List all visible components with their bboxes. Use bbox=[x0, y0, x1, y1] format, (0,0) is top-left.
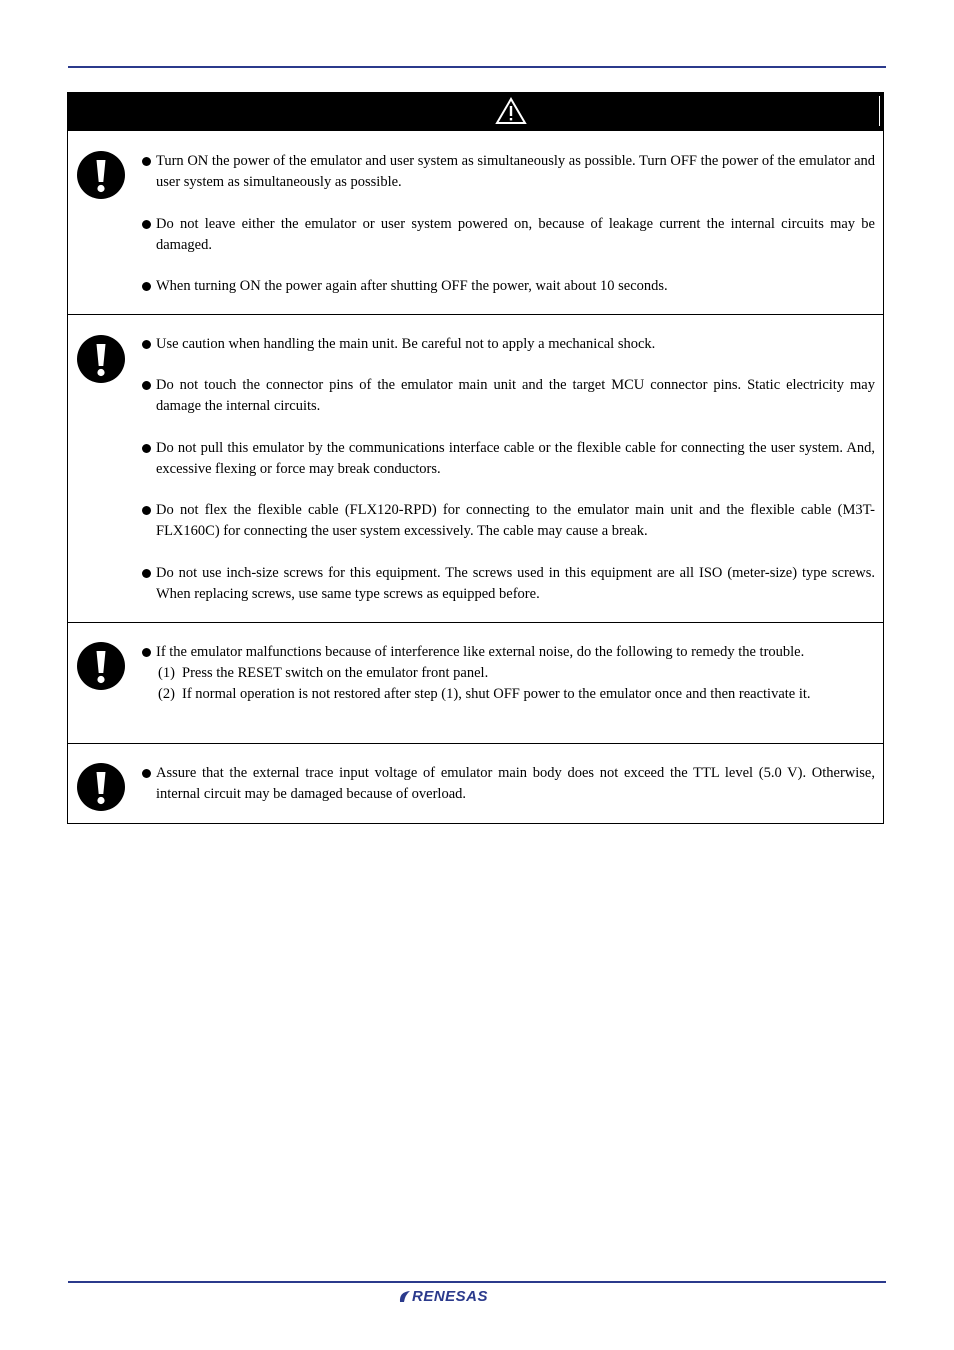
bullet-dot bbox=[142, 444, 151, 453]
bullet-dot bbox=[142, 381, 151, 390]
step-text: Press the RESET switch on the emulator front panel. bbox=[182, 665, 489, 681]
bullet-dot bbox=[142, 282, 151, 291]
exclamation-circle-icon bbox=[77, 335, 125, 383]
bullet-item bbox=[142, 214, 875, 256]
bullet-text: Do not use inch-size screws for this equipment. The screws used in this equipment are all ISO (meter-size) type screws. When replacing screws, use same type screws as equipped before. bbox=[156, 565, 875, 602]
bullet-dot bbox=[142, 340, 151, 349]
bullet-text: Do not leave either the emulator or user system powered on, because of leakage current the internal circuits may be damaged. bbox=[156, 216, 875, 253]
caution-section-power bbox=[68, 130, 883, 314]
bullet-item bbox=[142, 500, 875, 542]
bullet-text: Turn ON the power of the emulator and user system as simultaneously as possible. Turn OFF the power of the emulator and user system as simultaneously as possible. bbox=[156, 153, 875, 190]
bullet-dot bbox=[142, 569, 151, 578]
bullet-text: Do not flex the flexible cable (FLX120-RPD) for connecting to the emulator main unit and the flexible cable (M3T-FLX160C) for connecting the user system excessively. The cable may cause a break. bbox=[156, 502, 875, 539]
step-number: (2) bbox=[158, 686, 175, 702]
bullet-text: When turning ON the power again after shutting OFF the power, wait about 10 seconds. bbox=[156, 278, 668, 294]
bullet-item bbox=[142, 642, 875, 663]
bullet-text: Do not touch the connector pins of the emulator main unit and the target MCU connector pins. Static electricity may damage the internal circuits. bbox=[156, 377, 875, 414]
bullet-text: Use caution when handling the main unit. Be careful not to apply a mechanical shock. bbox=[156, 336, 656, 352]
bottom-rule bbox=[68, 1281, 886, 1283]
bullet-dot bbox=[142, 506, 151, 515]
logo-text: RENESAS bbox=[412, 1288, 489, 1305]
bullet-item bbox=[142, 763, 875, 805]
renesas-logo bbox=[398, 1286, 512, 1306]
warning-triangle-icon bbox=[495, 97, 527, 125]
bullet-dot bbox=[142, 220, 151, 229]
bullet-item bbox=[142, 438, 875, 480]
bullet-dot bbox=[142, 769, 151, 778]
bullet-item bbox=[142, 563, 875, 605]
step-number: (1) bbox=[158, 665, 175, 681]
header-edge bbox=[879, 96, 880, 126]
bullet-item bbox=[142, 151, 875, 193]
top-rule bbox=[68, 66, 886, 68]
exclamation-circle-icon bbox=[77, 642, 125, 690]
bullet-item bbox=[142, 375, 875, 417]
bullet-item bbox=[142, 334, 875, 355]
exclamation-circle-icon bbox=[77, 763, 125, 811]
step-item bbox=[142, 684, 875, 705]
bullet-dot bbox=[142, 157, 151, 166]
bullet-dot bbox=[142, 648, 151, 657]
bullet-text: Do not pull this emulator by the communications interface cable or the flexible cable for connecting the user system. And, excessive flexing or force may break conductors. bbox=[156, 440, 875, 477]
bullet-text: If the emulator malfunctions because of interference like external noise, do the following to remedy the trouble. bbox=[156, 644, 805, 660]
step-text: If normal operation is not restored after step (1), shut OFF power to the emulator once and then reactivate it. bbox=[182, 686, 811, 702]
step-item bbox=[142, 663, 875, 684]
exclamation-circle-icon bbox=[77, 151, 125, 199]
bullet-text: Assure that the external trace input voltage of emulator main body does not exceed the TTL level (5.0 V). Otherwise, internal circuit may be damaged because of overload. bbox=[156, 765, 875, 802]
caution-section-malfunction bbox=[68, 622, 883, 743]
caution-section-trace-voltage bbox=[68, 743, 883, 823]
caution-header bbox=[68, 93, 883, 130]
caution-section-handling bbox=[68, 314, 883, 622]
bullet-item bbox=[142, 276, 875, 297]
caution-table bbox=[67, 92, 884, 824]
